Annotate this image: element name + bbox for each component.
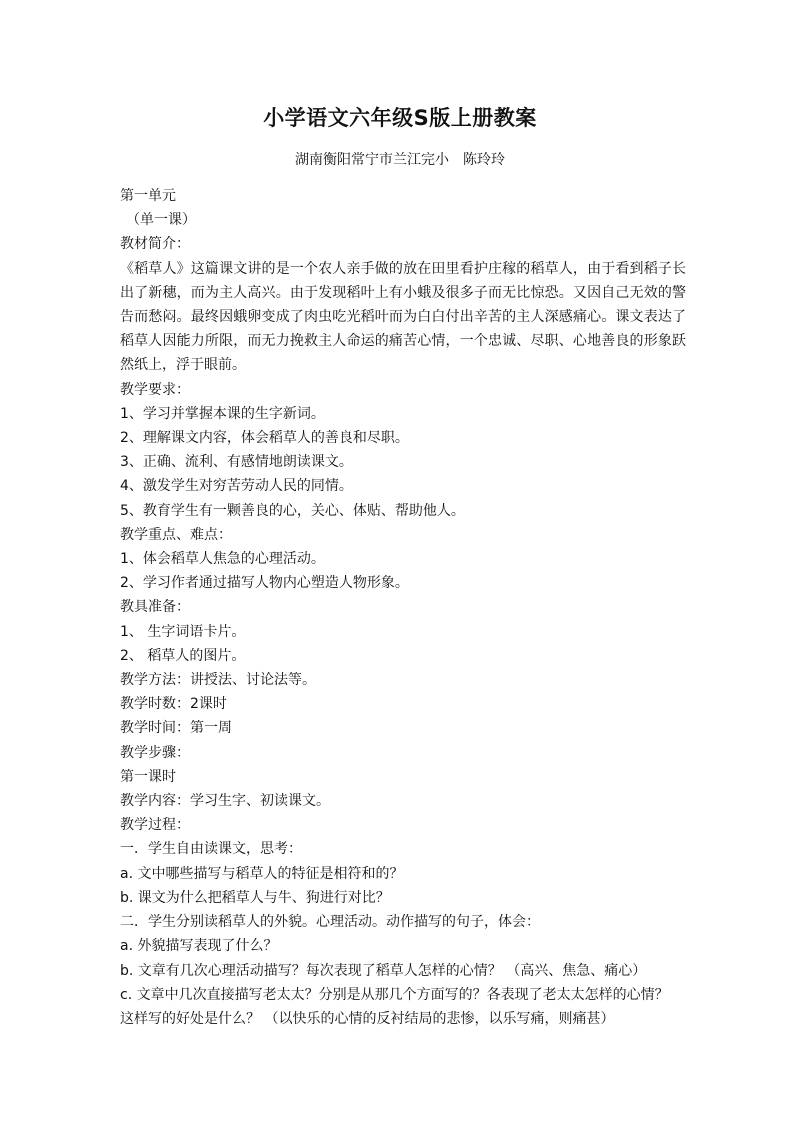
document-title: 小学语文六年级S版上册教案 xyxy=(263,106,537,130)
process-question-continued: 这样写的好处是什么？ （以快乐的心情的反衬结局的悲惨，以乐写痛，则痛甚） xyxy=(120,1010,615,1027)
tool-item: 1、 生字词语卡片。 xyxy=(120,623,246,640)
process-question: c. 文章中几次直接描写老太太？分别是从那几个方面写的？各表现了老太太怎样的心情？ xyxy=(120,986,669,1003)
process-question: a. 外貌描写表现了什么？ xyxy=(120,938,278,955)
requirement-item: 1、学习并掌握本课的生字新词。 xyxy=(120,405,325,422)
key-point-item: 2、学习作者通过描写人物内心塑造人物形象。 xyxy=(120,575,409,592)
intro-heading: 教材简介： xyxy=(120,236,190,253)
teaching-method: 教学方法：讲授法、讨论法等。 xyxy=(120,672,316,689)
requirement-item: 4、激发学生对穷苦劳动人民的同情。 xyxy=(120,478,353,495)
steps-heading: 教学步骤： xyxy=(120,744,190,761)
document-body xyxy=(120,184,686,1031)
process-step: 一．学生自由读课文，思考： xyxy=(120,841,302,858)
key-points-heading: 教学重点、难点： xyxy=(120,526,232,543)
requirement-item: 3、正确、流利、有感情地朗读课文。 xyxy=(120,454,353,471)
teaching-time: 教学时间：第一周 xyxy=(120,720,232,737)
teaching-hours: 教学时数：2课时 xyxy=(120,696,227,713)
process-question: a. 文中哪些描写与稻草人的特征是相符和的？ xyxy=(120,865,404,882)
process-step: 二．学生分别读稻草人的外貌。心理活动。动作描写的句子，体会： xyxy=(120,914,540,931)
intro-paragraph: 《稻草人》这篇课文讲的是一个农人亲手做的放在田里看护庄稼的稻草人，由于看到稻子长出了新穗，而为主人高兴。由于发现稻叶上有小蛾及很多子而无比惊恐。又因自己无效的警告而愁闷。最终因蛾卵变成了肉虫吃光稻叶而为白白付出辛苦的主人深感痛心。课文表达了稻草人因能力所限，而无力挽救主人命运的痛苦心情，一个忠诚、尽职、心地善良的形象跃然纸上，浮于眼前。 xyxy=(120,260,686,374)
unit-heading: 第一单元 xyxy=(120,188,176,204)
first-class-heading: 第一课时 xyxy=(120,768,176,785)
key-point-item: 1、体会稻草人焦急的心理活动。 xyxy=(120,551,325,568)
requirement-item: 2、理解课文内容，体会稻草人的善良和尽职。 xyxy=(120,430,409,447)
document-subtitle: 湖南衡阳常宁市兰江完小 陈玲玲 xyxy=(295,152,505,168)
requirements-heading: 教学要求： xyxy=(120,381,190,398)
process-question: b. 文章有几次心理活动描写？每次表现了稻草人怎样的心情？ （高兴、焦急、痛心） xyxy=(120,962,647,979)
process-heading: 教学过程： xyxy=(120,817,190,834)
tools-heading: 教具准备： xyxy=(120,599,190,616)
tool-item: 2、 稻草人的图片。 xyxy=(120,647,246,664)
process-question: b. 课文为什么把稻草人与牛、狗进行对比？ xyxy=(120,889,390,906)
requirement-item: 5、教育学生有一颗善良的心，关心、体贴、帮助他人。 xyxy=(120,502,465,519)
teaching-content: 教学内容：学习生字、初读课文。 xyxy=(120,793,330,810)
lesson-heading: （单一课） xyxy=(126,212,196,229)
